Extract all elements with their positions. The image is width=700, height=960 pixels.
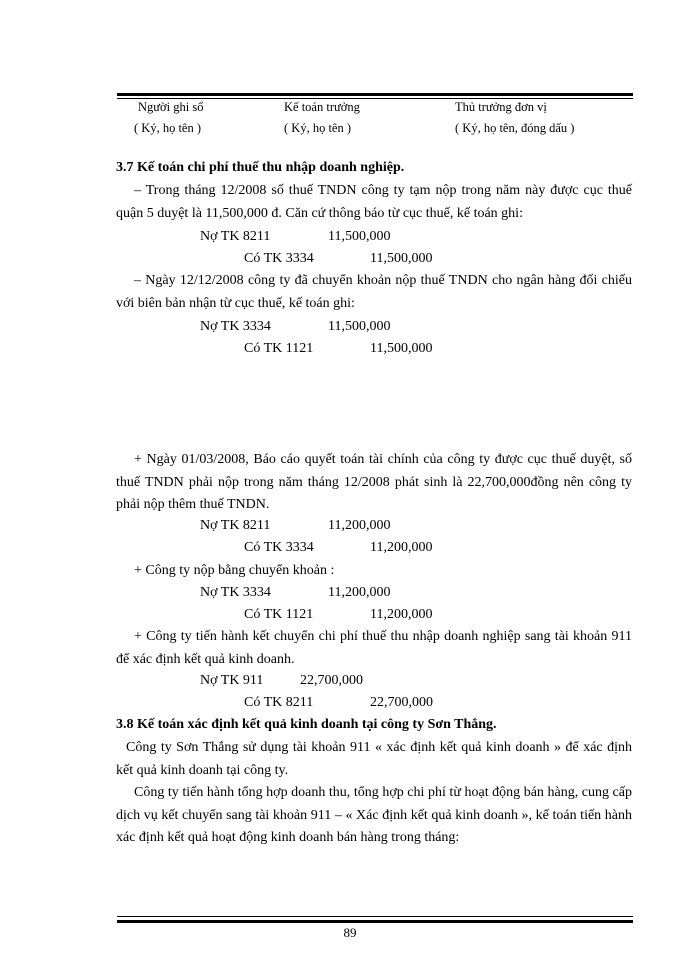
section-3-7-paragraph-2: – Ngày 12/12/2008 công ty đã chuyển khoản nộp thuế TNDN cho ngân hàng đối chiếu với biên bản nhận từ cục thuế, kế toán ghi:	[116, 273, 632, 311]
section-3-8-heading: 3.8 Kế toán xác định kết quả kinh doanh tại công ty Sơn Thắng.	[116, 717, 497, 732]
section-3-7-paragraph-4: + Công ty nộp bằng chuyển khoản :	[134, 563, 335, 578]
entry-1-debit-amount: 11,500,000	[328, 229, 391, 244]
entry-1-debit: Nợ TK 8211	[200, 229, 271, 244]
entry-5-debit-amount: 22,700,000	[300, 673, 363, 688]
top-rule-thin	[117, 98, 633, 99]
page-number: 89	[343, 925, 357, 940]
entry-4-credit-amount: 11,200,000	[370, 607, 433, 622]
entry-1-credit-amount: 11,500,000	[370, 251, 433, 266]
section-3-7-paragraph-3: + Ngày 01/03/2008, Báo cáo quyết toán tài chính của công ty được cục thuế duyệt, số thuế TNDN phải nộp trong năm tháng 12/2008 phát sinh là 22,700,000đồng nên công ty phải nộp thêm thuế TNDN.	[116, 452, 632, 512]
section-3-7-paragraph-5: + Công ty tiến hành kết chuyển chi phí thuế thu nhập doanh nghiệp sang tài khoản 911 để xác định kết quả kinh doanh.	[116, 629, 632, 667]
entry-3-debit: Nợ TK 8211	[200, 518, 271, 533]
entry-5-credit-amount: 22,700,000	[370, 695, 433, 710]
signature-sign-head-of-unit: ( Ký, họ tên, đóng dấu )	[455, 121, 575, 135]
entry-2-debit: Nợ TK 3334	[200, 319, 271, 334]
entry-3-debit-amount: 11,200,000	[328, 518, 391, 533]
section-3-8-paragraph-2: Công ty tiến hành tổng hợp doanh thu, tổng hợp chi phí từ hoạt động bán hàng, cung cấp dịch vụ kết chuyển sang tài khoản 911 – « Xác định kết quả kinh doanh », kế toán tiến hành xác định kết quả hoạt động kinh doanh bán hàng trong tháng:	[116, 785, 632, 845]
signature-role-chief-accountant: Kế toán trưởng	[284, 100, 360, 114]
entry-5-debit: Nợ TK 911	[200, 673, 264, 688]
entry-2-credit: Có TK 1121	[244, 341, 314, 356]
signature-sign-chief-accountant: ( Ký, họ tên )	[284, 121, 351, 135]
signature-role-head-of-unit: Thủ trưởng đơn vị	[455, 100, 547, 114]
section-3-7-heading: 3.7 Kế toán chi phí thuế thu nhập doanh nghiệp.	[116, 160, 405, 175]
entry-3-credit: Có TK 3334	[244, 540, 314, 555]
entry-2-credit-amount: 11,500,000	[370, 341, 433, 356]
entry-4-credit: Có TK 1121	[244, 607, 314, 622]
entry-4-debit-amount: 11,200,000	[328, 585, 391, 600]
section-3-7-paragraph-1: – Trong tháng 12/2008 số thuế TNDN công ty tạm nộp trong năm này được cục thuế quận 5 duyệt là 11,500,000 đ. Căn cứ thông báo từ cục thuế, kế toán ghi:	[116, 183, 632, 221]
section-3-8-paragraph-1: Công ty Sơn Thắng sử dụng tài khoản 911 « xác định kết quả kinh doanh » để xác định kết quả kinh doanh tại công ty.	[116, 740, 632, 778]
entry-2-debit-amount: 11,500,000	[328, 319, 391, 334]
signature-role-recorder: Người ghi sổ	[138, 100, 204, 114]
entry-4-debit: Nợ TK 3334	[200, 585, 271, 600]
entry-3-credit-amount: 11,200,000	[370, 540, 433, 555]
bottom-rule-thin	[117, 916, 633, 917]
entry-5-credit: Có TK 8211	[244, 695, 314, 710]
entry-1-credit: Có TK 3334	[244, 251, 314, 266]
top-rule-thick	[117, 93, 633, 96]
signature-sign-recorder: ( Ký, họ tên )	[134, 121, 201, 135]
bottom-rule-thick	[117, 920, 633, 923]
